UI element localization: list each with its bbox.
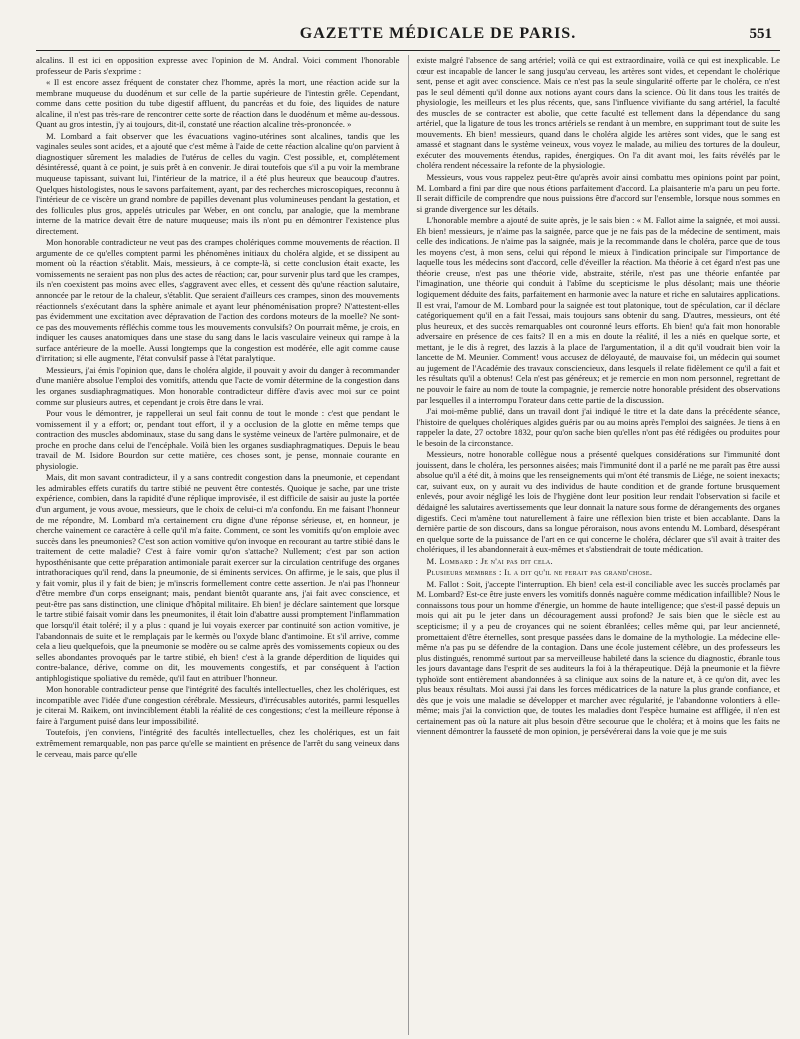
paragraph: existe malgré l'absence de sang artériel; voilà ce qui est extraordinaire, voilà ce qui est inexplicable. Le cœur est incapable de lancer le sang jusqu'au cerveau, les artères sont vides, et cependant le cholérique sent, pense et agit avec conscience. Mais ce n'est pas la seule singularité offerte par le choléra, ce n'est pas le seul démenti qu'il donne aux notions ayant cours dans la science. Où lit dans tous les traités de physiologie, les meilleurs et les plus récents, que, sans l'influence vivifiante du sang artériel, la faculté des muscles de se contracter est abolie, que cette faculté est tellement dans la dépendance du sang artériel, que la ligature de tous les troncs artériels se rendant à un membre, en supprimant tout de suite les mouvements. Eh bien! messieurs, quand dans le choléra algide les artères sont vides, que le sang est amassé et stagnant dans le système veineux, vous voyez le malade, au milieu des tortures de la douleur, exécuter des mouvements étendus, rapides, énergiques. On l'a dit avant moi, les faits révélés par le choléra rendent nécessaire la refonte de la physiologie.	[416, 55, 780, 171]
journal-title: GAZETTE MÉDICALE DE PARIS.	[299, 25, 577, 42]
paragraph: Messieurs, vous vous rappelez peut-être qu'après avoir ainsi combattu mes opinions point par point, M. Lombard a fini par dire que nous étions parfaitement d'accord. La plaisanterie m'a paru un peu forte. Il serait difficile de comprendre que nous puissions être d'accord sur l'ensemble, lorsque nous sommes en si grande divergence sur les détails.	[416, 172, 780, 214]
paragraph: Toutefois, j'en conviens, l'intégrité des facultés intellectuelles, chez les cholériques, est un fait extrêmement remarquable, non pas parce qu'elle se maintient en présence de l'arrêt du sang veineux dans le cerveau, mais parce qu'elle	[36, 727, 400, 759]
paragraph: « Il est encore assez fréquent de constater chez l'homme, après la mort, une réaction acide sur la membrane muqueuse du duodénum et sur celle de la partie supérieure de l'intestin grêle. Cependant, comme dans cette position du tube digestif affluent, du pancréas et du foie, des liquides de nature alcaline, il n'est pas très-rare de rencontrer cette sorte de réaction dans le duodénum et même au-dessous. Quant au gros intestin, j'y ai toujours, dit-il, constaté une réaction alcaline très-prononcée. »	[36, 77, 400, 130]
paragraph: L'honorable membre a ajouté de suite après, je le sais bien : « M. Fallot aime la saignée, et moi aussi. Eh bien! messieurs, je n'aime pas la saignée, parce que je ne fais pas de la médecine de sentiment, mais celle des indications. Je n'aime pas la saignée, mais je la recommande dans le choléra, parce que de tous les moyens c'est, à mon sens, celui qui répond le mieux à l'indication principale sur l'importance de laquelle tous les médecins sont d'accord, celle d'éveiller la réaction. Ma théorie à cet égard n'est pas une théorie creuse, n'est pas une théorie vide, abstraite, stérile, n'est pas une théorie enfantée par l'imagination, une théorie qui conduit à l'abîme du scepticisme le plus désolant; mais une théorie logiquement déduite des faits, parfaitement en harmonie avec la nature et riche en salutaires applications. Il est vrai, l'amour de M. Lombard pour la saignée est tout platonique, tout de spéculation, car il déclare catégoriquement qu'il en a fait l'essai, mais toujours sans obtenir du sang. D'autres, messieurs, ont été plus heureux, et des succès remarquables ont couronné leurs efforts. Eh bien! qu'a fait mon honorable adversaire en présence de ces faits? Il en a mis en doute la réalité, il les a niés en quelque sorte, et mettant, je le dis à regret, des lazzis à la place de l'argumentation, il a dit qu'il voudrait bien voir la lancette de M. Meunier. Comment! vous accusez de déloyauté, de mauvaise foi, un médecin qui soumet au jugement de l'Académie des travaux consciencieux, dans lesquels il relate fidèlement ce qu'il a fait et les résultats qu'il a obtenus! Cela n'est pas généreux; et je remercie en mon nom personnel, regrettant de ne pouvoir le faire au nom de toute la compagnie, je remercie notre honorable président des observations par lesquelles il a interrompu l'orateur dans cette partie de la discussion.	[416, 215, 780, 405]
paragraph: Messieurs, notre honorable collègue nous a présenté quelques considérations sur l'immunité dont jouissent, dans le choléra, les personnes aisées; mais l'immunité dont il a parlé ne me paraît pas être aussi absolue qu'il a été dit, à moins que les renseignements qui m'ont été transmis de Liége, ne soient inexacts; car, suivant eux, on y aurait vu des individus de haute condition et de grande fortune brusquement enlevés, pour avoir négligé les lois de l'hygiène dont leur position leur rendait l'observation si facile et dédaigné les salutaires avertissements que leur donnait la nature sous forme de dérangements des organes digestifs. Ceci m'amène tout naturellement à faire une réflexion bien triste et bien accablante. Dans la dernière partie de son discours, dans sa longue péroraison, nous avons entendu M. Lombard, désespérant en quelque sorte de la puissance de l'art en ce qui concerne le choléra, déclarer que s'il avait à traiter des cholériques, il les abandonnerait à eux-mêmes et s'abstiendrait de toute médication.	[416, 449, 780, 555]
paragraph: alcalins. Il est ici en opposition expresse avec l'opinion de M. Andral. Voici comment l'honorable professeur de Paris s'exprime :	[36, 55, 400, 76]
paragraph: Mon honorable contradicteur pense que l'intégrité des facultés intellectuelles, chez les cholériques, est incompatible avec l'idée d'une congestion cérébrale. Messieurs, d'irrécusables autorités, parmi lesquelles je citerai M. Raikem, ont invinciblement établi la réalité de ces congestions; c'est la meilleure réponse à faire à l'argument puisé dans leur impossibilité.	[36, 684, 400, 726]
paragraph: Messieurs, j'ai émis l'opinion que, dans le choléra algide, il pouvait y avoir du danger à recommander d'une manière absolue l'emploi des vomitifs, attendu que l'acte de vomir détermine de la congestion dans les organes susdiaphragmatiques. Mon honorable contradicteur diffère d'avis avec moi sur ce point comme sur plusieurs autres, et cependant je crois être dans le vrai.	[36, 364, 400, 407]
paragraph: M. Fallot : Soit, j'accepte l'interruption. Eh bien! cela est-il conciliable avec les succès proclamés par M. Lombard? Est-ce être juste envers les vomitifs donnés naguère comme médication infaillible? Nous le connaissons tous pour un homme d'énergie, un homme de haute intelligence; que s'est-il passé depuis un mois qui ait pu le jeter dans un découragement aussi profond? Je sais bien que le siècle est au scepticisme; il y a peu de croyances qui ne soient ébranlées; celles même qui, par leur ancienneté, promettaient d'être éternelles, sont presque passées dans le domaine de la mythologie. La médecine elle-même n'a pas pu se défendre de la contagion. Dans une école justement célèbre, un des professeurs les plus distingués, renommé surtout par sa merveilleuse habileté dans la science du diagnostic, ébranle tous les jours davantage dans l'esprit de ses auditeurs la foi à la thérapeutique. Déjà la pneumonie et la fièvre typhoïde sont entièrement abandonnées à sa clinique aux soins de la nature et, à ce qu'on dit, avec les plus beaux résultats. Moi aussi j'ai dans les forces médicatrices de la nature la plus grande confiance, et dès que je vois une maladie se développer et marcher avec régularité, je l'abandonne volontiers à elle-même; mais j'ai la conviction que, de toutes les maladies dont l'espèce humaine est affligée, il n'en est certainement pas où la nature ait plus besoin d'être secourue que le choléra; et à moins que les faits ne viennent démontrer la fausseté de mon opinion, je persévérerai dans la voie que je me suis	[416, 578, 780, 737]
paragraph: Mon honorable contradicteur ne veut pas des crampes cholériques comme mouvements de réaction. Il argumente de ce qu'elles comptent parmi les phénomènes initiaux du choléra algide, et se dissipent au moment où la réaction s'établit. Mais, messieurs, à ce compte-là, si cette conclusion était exacte, les vomissements ne seraient pas non plus des actes de réaction; car, pour survenir plus tard que les crampes, ils n'en coexistent pas moins avec elles, s'aggravent avec elles, et cessent dès qu'une réaction salutaire, annoncée par le retour de la chaleur, s'établit. Que seraient d'ailleurs ces crampes, sinon des mouvements réactionnels s'exécutant dans la sphère animale et ayant leur phénoménisation propre? N'attestent-elles pas évidemment une excitation avec dépravation de l'action des cordons moteurs de la moelle? Ne sont-ce pas des mouvements réfléchis comme tous les mouvements convulsifs? On pourrait même, je crois, en indiquer les causes anatomiques dans une stase du sang dans le lacis vasculaire veineux qui rampe à la surface antérieure de la moelle. Aussi longtemps que la congestion est modérée, elle agit comme cause d'irritation; si elle augmente, l'état convulsif passe à l'état paralytique.	[36, 237, 400, 364]
paragraph: Mais, dit mon savant contradicteur, il y a sans contredit congestion dans la pneumonie, et cependant les admirables effets curatifs du tartre stibié ne peuvent être contestés. Quoique je sache, par une triste expérience, combien, dans la rapidité d'une réplique improvisée, il est difficile de saisir au juste la portée d'un argument, je vous avoue, messieurs, que le choix de celui-ci m'a confondu. En me faisant l'honneur de me répondre, M. Lombard m'a certainement cru digne d'une réponse sérieuse, et, en honneur, je cherche vainement ce caractère à celle qu'il m'a faite. Comment, ce sont les vomitifs qu'on emploie avec succès dans les pneumonies? C'est son action vomitive qu'on invoque en recourant au tartre stibié dans le traitement de cette maladie? C'est à faire vomir qu'on s'attache? Nullement; c'est par son action hyposthénisante que cette préparation antimoniale parait exercer sur la circulation centrifuge des organes intrathoraciques qu'il rend, dans la pneumonie, de si éminents services. On affirme, je le sais, que plus il y fait vomir, plus il y fait de bien; je m'inscris formellement contre cette assertion. Je n'ai pas l'honneur d'être membre d'un corps enseignant; mais, pendant bientôt quarante ans, j'ai fait avec conscience, et peut-être pas sans distinction, une clinique d'hôpital militaire. Eh bien! je déclare saintement que lorsque le tartre stibié faisait vomir dans les pneumonites, il était loin d'abattre aussi promptement l'inflammation que lorsqu'il était toléré; il y a plus : quand je lui voyais exercer par continuité son action vomitive, je l'abandonnais de suite et le remplaçais par le kermès ou l'oxyde blanc d'antimoine. Et s'il arrive, comme cela a lieu quelquefois, que la pneumonie se modère ou se calme après des vomissements copieux ou des selles abondantes provoqués par le tartre stibié, eh bien! c'est à la grande déperdition de liquides qui contre-balance, dérive, comme on dit, les mouvements congestifs, et par conséquent à l'action antiphlogistique spoliative du remède, qu'il faut en attribuer l'honneur.	[36, 472, 400, 683]
paragraph: M. Lombard a fait observer que les évacuations vagino-utérines sont alcalines, tandis que les vaginales seules sont acides, et a ajouté que c'est même à l'aide de cette réaction alcaline qu'on parvient à diagnostiquer sûrement les maladies de l'utérus de celles du vagin. C'est possible, et, complétement désintéressé, quant à ce point, je suis prêt à en convenir. Je dirai toutefois que s'il a pu voir la membrane muqueuse tapissant, suivant lui, l'intérieur de la matrice, il a été plus heureux que beaucoup d'autres. Quelques histologistes, nous le savons parfaitement, ayant, par des recherches microscopiques, reconnu à l'intérieur de ce viscère un grand nombre de papilles devenant plus volumineuses pendant la gestation, et des follicules plus gros, appelés utricules par Weber, en ont conclu, par analogie, que la membrane interne de la matrice devait être de nature muqueuse; mais ils n'ont pu en démontrer l'existence plus directement.	[36, 130, 400, 236]
page-header	[36, 22, 780, 51]
page-number: 551	[749, 26, 772, 42]
text-columns	[36, 55, 780, 1035]
paragraph: J'ai moi-même publié, dans un travail dont j'ai indiqué le titre et la date dans la précédente séance, l'histoire de quelques cholériques algides guéris par ou au moins après l'emploi des saignées. Je tiens à en rappeler la date, 27 octobre 1832, pour qu'on sache bien qu'elles n'ont pas été rédigées ou produites pour le besoin de la circonstance.	[416, 406, 780, 448]
left-column	[36, 55, 400, 1035]
right-column	[408, 55, 781, 1035]
speaker-line: Plusieurs membres : Il a dit qu'il ne ferait pas grand'chose.	[426, 567, 653, 578]
speaker-line: M. Lombard : Je n'ai pas dit cela.	[426, 555, 553, 566]
paragraph: Pour vous le démontrer, je rappellerai un seul fait connu de tout le monde : c'est que pendant le vomissement il y a effort; or, pendant tout effort, il y a occlusion de la glotte en même temps que contraction des muscles abdominaux, stase du sang dans le système veineux de l'artère pulmonaire, et de proche en proche dans celui de l'encéphale. Voilà bien les organes susdiaphragmatiques. Depuis le beau travail de M. Isidore Bourdon sur cette matière, ces choses sont, je pense, monnaie courante en physiologie.	[36, 408, 400, 471]
